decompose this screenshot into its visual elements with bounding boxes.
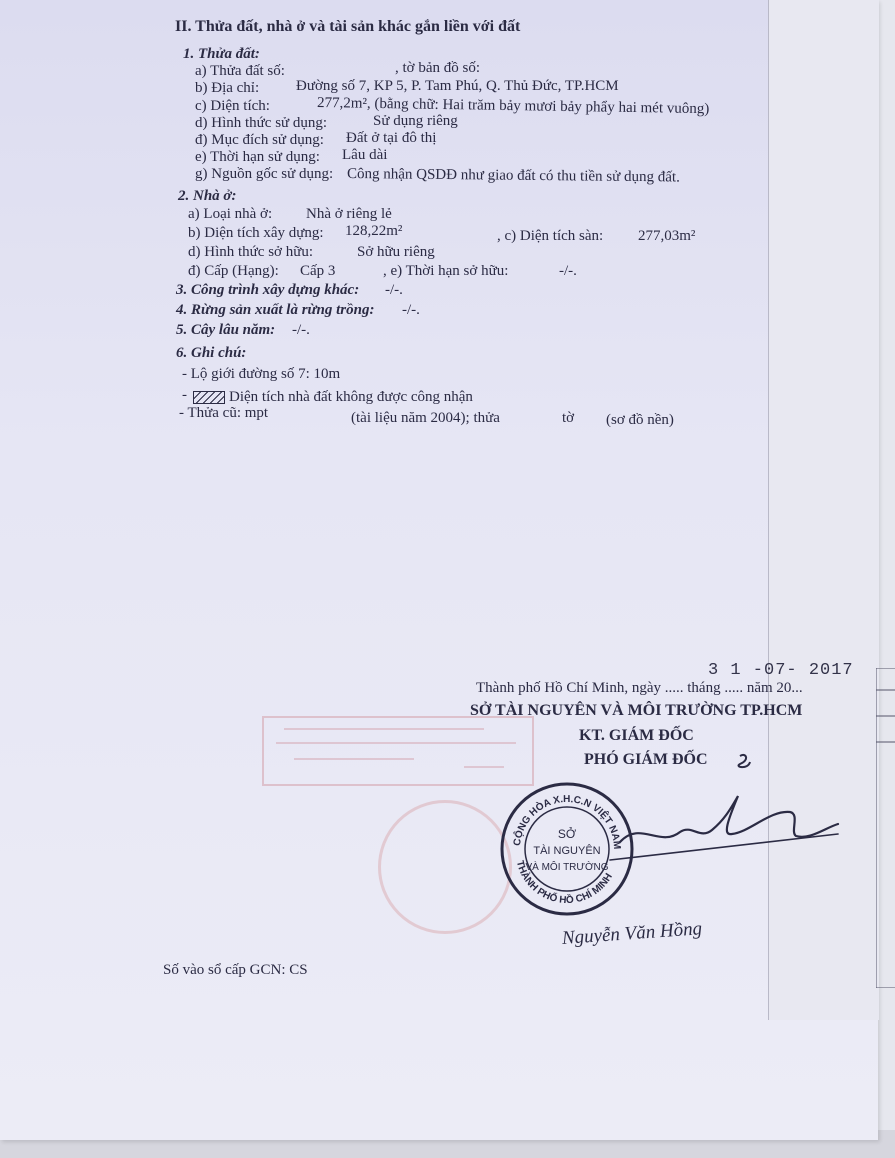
deputy-director: PHÓ GIÁM ĐỐC <box>584 751 708 768</box>
land-c-label: c) Diện tích: <box>195 98 270 114</box>
forest-value: -/-. <box>402 302 420 318</box>
faint-stamp <box>262 716 534 786</box>
land-b-label: b) Địa chỉ: <box>195 80 260 96</box>
note-old-plot-c: tờ <box>562 410 575 426</box>
section-title: II. Thửa đất, nhà ở và tài sản khác gắn liền với đất <box>175 18 521 35</box>
house-d-value: Sở hữu riêng <box>357 244 435 260</box>
land-e-value: Lâu dài <box>342 147 388 163</box>
house-e-value: -/-. <box>559 263 577 279</box>
note-road-boundary: - Lộ giới đường số 7: 10m <box>182 366 341 382</box>
land-a-value: , tờ bản đồ số: <box>395 60 481 76</box>
land-e-label: e) Thời hạn sử dụng: <box>195 149 320 165</box>
land-dd-value: Đất ở tại đô thị <box>346 130 437 146</box>
note-old-plot-a: - Thửa cũ: mpt <box>179 405 269 421</box>
other-works-value: -/-. <box>385 282 403 298</box>
house-dd-value: Cấp 3 <box>300 263 336 279</box>
land-dd-label: đ) Mục đích sử dụng: <box>195 132 324 148</box>
land-b-value: Đường số 7, KP 5, P. Tam Phú, Q. Thủ Đức, TP.HCM <box>296 78 619 94</box>
house-b-label: b) Diện tích xây dựng: <box>188 225 324 241</box>
house-c-label: , c) Diện tích sàn: <box>497 228 604 244</box>
signature <box>600 750 840 880</box>
signer-name: Nguyễn Văn Hồng <box>561 918 703 949</box>
land-a-label: a) Thửa đất số: <box>195 63 285 79</box>
land-heading: 1. Thửa đất: <box>183 46 260 62</box>
house-a-label: a) Loại nhà ở: <box>188 206 273 222</box>
next-page-table-edge <box>876 668 895 988</box>
seal-center-line-1: SỞ <box>557 827 577 841</box>
note-old-plot-b: (tài liệu năm 2004); thửa <box>351 410 500 426</box>
seal-center-line-3: VÀ MÔI TRƯỜNG <box>525 862 609 873</box>
agency-name: SỞ TÀI NGUYÊN VÀ MÔI TRƯỜNG TP.HCM <box>470 702 803 719</box>
seal-center-line-2: TÀI NGUYÊN <box>533 845 601 857</box>
house-heading: 2. Nhà ở: <box>178 188 237 204</box>
house-d-label: d) Hình thức sở hữu: <box>188 244 314 260</box>
note-old-plot-d: (sơ đồ nền) <box>606 412 674 428</box>
seal-ring-top: CỘNG HÒA X.H.C.N VIỆT NAM <box>512 793 623 850</box>
house-e-label: , e) Thời hạn sở hữu: <box>383 263 509 279</box>
note-hatch-prefix: - <box>182 387 187 403</box>
house-c-value: 277,03m² <box>638 228 696 244</box>
perennial-value: -/-. <box>292 322 310 338</box>
land-g-label: g) Nguồn gốc sử dụng: <box>195 166 334 182</box>
other-works-label: 3. Công trình xây dựng khác: <box>176 282 360 298</box>
house-dd-label: đ) Cấp (Hạng): <box>188 263 279 279</box>
land-d-value: Sử dụng riêng <box>373 113 458 129</box>
for-director: KT. GIÁM ĐỐC <box>579 727 694 744</box>
register-line: Số vào sổ cấp GCN: CS <box>163 962 308 978</box>
land-d-label: d) Hình thức sử dụng: <box>195 115 328 131</box>
notes-heading: 6. Ghi chú: <box>176 345 247 361</box>
note-unrecognized-area: Diện tích nhà đất không được công nhận <box>229 389 473 405</box>
faint-seal <box>378 800 512 934</box>
land-c-value: 277,2m², (bằng chữ: Hai trăm bảy mươi bảy phẩy hai mét vuông) <box>316 95 710 118</box>
place-date-line: Thành phố Hồ Chí Minh, ngày ..... tháng ..... năm 20... <box>476 680 803 696</box>
house-a-value: Nhà ở riêng lẻ <box>306 206 392 222</box>
house-b-value: 128,22m² <box>345 223 403 239</box>
seal-ring-bottom: THÀNH PHỐ HỒ CHÍ MINH <box>513 859 615 907</box>
land-g-value: Công nhận QSDĐ như giao đất có thu tiền sử dụng đất. <box>346 166 680 186</box>
date-stamp: 3 1 -07- 2017 <box>708 661 854 680</box>
perennial-label: 5. Cây lâu năm: <box>176 322 276 338</box>
forest-label: 4. Rừng sản xuất là rừng trồng: <box>176 302 375 318</box>
hatch-legend-icon <box>193 391 225 404</box>
